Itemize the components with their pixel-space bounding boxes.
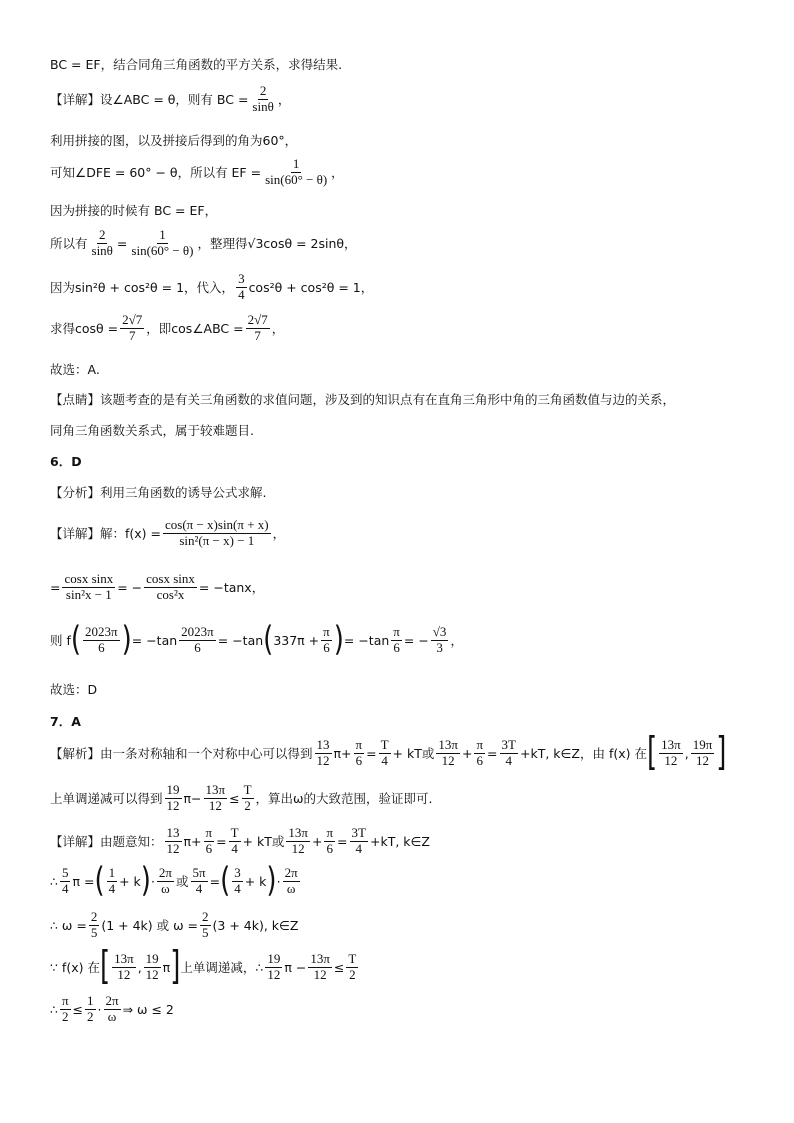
frac-den: 6 (355, 752, 363, 768)
frac-den: 4 (381, 752, 388, 768)
frac-den: 6 (326, 840, 333, 856)
fraction-13-12 (315, 738, 332, 769)
fraction-13pi-12 (308, 952, 332, 983)
text-line-6: 所以有 (50, 236, 88, 252)
line-comment-1 (50, 390, 675, 408)
fraction-cos-1 (120, 313, 144, 344)
frac-num: 13 (316, 737, 330, 752)
fraction-pi-6-b (391, 625, 402, 656)
line-detail-7: 【详解】由题意知： $\frac{13}{12}$ π + $\frac{\pi}{6}$ = $\frac{T}{4}$ + kT 或 $\frac{13\pi}{12}$ + $\frac{\pi}{6}$ = $\frac{3T}{4}$ + kT, k∈Z (50, 825, 430, 856)
frac-num: 1 (108, 865, 116, 880)
fraction-right (129, 228, 195, 259)
frac-den: 12 (316, 752, 330, 768)
frac-den: 12 (117, 966, 131, 982)
text-line-4: 可知∠DFE = 60° − θ，所以有 EF = (50, 165, 262, 181)
frac-num: 13 (166, 825, 180, 840)
frac-den: sin(60° − θ) (131, 242, 194, 258)
frac-den: 3 (436, 639, 443, 655)
text-line-5: 因为拼接的时候有 BC = EF， (50, 203, 218, 218)
frac-num: 2π (158, 865, 172, 880)
fraction-s2 (144, 572, 197, 603)
question-7-header (50, 712, 81, 730)
frac-den: 12 (267, 966, 281, 982)
text-or: 或 (421, 746, 435, 762)
fraction-2pi-w (157, 866, 174, 897)
line-simplify: = $\frac{\text{cosx sinx}}{\text{sin²x − 1}}$ = − $\frac{\text{cosx sinx}}{\text{cos²x}}$ = −tanx， (50, 571, 265, 602)
line-evaluate: 则 f ( $\frac{2023\pi}{6}$ ) = −tan $\frac{2023\pi}{6}$ = −tan ( 337π + $\frac{\pi}{6}$ ) = −tan $\frac{\pi}{6}$ = − $\frac{√3}{3}$ ， (50, 620, 463, 660)
frac-num: π (61, 993, 69, 1008)
frac-den: 12 (695, 752, 709, 768)
frac-den: 5 (90, 924, 98, 940)
fraction-pi-6 (474, 738, 485, 769)
text-line-21-mid: (1 + 4k) 或 ω = (101, 918, 199, 934)
fraction-13pi-12 (659, 738, 683, 769)
fraction-three-quarters (236, 272, 247, 303)
frac-den: 4 (234, 880, 241, 896)
line-therefore-final: ∴ $\frac{\pi}{2}$ ≤ $\frac{1}{2}$ · $\frac{2\pi}{\omega}$ ⇒ ω ≤ 2 (50, 993, 174, 1024)
fraction-bc (250, 84, 275, 115)
line-therefore-1: ∴ $\frac{5}{4}$ π = ( $\frac{1}{4}$ + k ) · $\frac{2\pi}{\omega}$ 或 $\frac{5\pi}{4}$ = ( $\frac{3}{4}$ + k ) · $\frac{2\pi}{\omega}$ (50, 861, 298, 901)
text-therefore: ∴ (50, 873, 58, 889)
text-line-8: 求得cosθ = (50, 321, 119, 337)
fraction-left (90, 228, 115, 259)
frac-num: 2 (259, 83, 267, 98)
line-analysis-7b: 上单调递减可以得到 $\frac{19}{12}$ π − $\frac{13\pi}{12}$ ≤ $\frac{T}{2}$ ，算出ω的大致范围，验证即可. (50, 782, 433, 813)
fraction-19-12 (265, 952, 282, 983)
text-line-6-mid: ，整理得√3cosθ = 2sinθ， (197, 236, 357, 252)
fraction-5-4 (60, 866, 71, 897)
text-337pi: 337π + (273, 632, 320, 648)
frac-num: 1 (87, 993, 94, 1008)
frac-den: 2 (244, 797, 251, 813)
frac-den: 4 (238, 286, 245, 302)
frac-num: π (205, 825, 213, 840)
frac-num: 13π (661, 737, 681, 752)
line-answer-a (50, 360, 100, 378)
frac-den: 4 (355, 840, 362, 856)
line-comment-2 (50, 421, 254, 439)
frac-num: π (326, 825, 334, 840)
fraction-3T-4 (350, 826, 368, 857)
frac-num: 2023π (181, 624, 214, 639)
frac-den: 5 (202, 924, 209, 940)
line-analysis-6 (50, 483, 266, 501)
frac-num: 13π (310, 951, 330, 966)
line-because: ∵ f(x) 在 [ $\frac{13\pi}{12}$ , $\frac{19}{12}$ π ] 上单调递减，∴ $\frac{19}{12}$ π − $\frac{13\pi}{12}$ ≤ $\frac{T}{2}$ (50, 944, 357, 990)
text-line-17: 【解析】由一条对称轴和一个对称中心可以得到 (50, 746, 313, 762)
text-line-8-mid: ，即cos∠ABC = (146, 321, 244, 337)
text-line-10: 【点睛】该题考查的是有关三角函数的求值问题，涉及到的知识点有在直角三角形中角的三角函数值与边的关系， (50, 392, 676, 407)
text-line-12: 【分析】利用三角函数的诱导公式求解. (50, 485, 267, 500)
text-neg-tan: = −tan (217, 632, 264, 648)
text-pi: π (183, 790, 192, 806)
fraction-13pi-12 (204, 783, 228, 814)
text-line-7: 因为sin²θ + cos²θ = 1，代入， (50, 280, 235, 296)
frac-den: sin²(π − x) − 1 (179, 532, 255, 548)
frac-den: 6 (194, 639, 201, 655)
fraction-T-4 (379, 738, 391, 769)
fraction-1-4 (107, 866, 118, 897)
frac-num: π (393, 624, 400, 639)
text-line-15: 则 f (50, 633, 71, 649)
frac-num: cosx sinx (64, 571, 114, 586)
frac-num: 2π (105, 993, 119, 1008)
text-line-18-post: ，算出ω的大致范围，验证即可. (255, 791, 433, 807)
text-line-11: 同角三角函数关系式，属于较难题目. (50, 423, 254, 438)
frac-den: 12 (291, 840, 305, 856)
frac-num: 13π (438, 737, 458, 752)
line-therefore-omega (50, 910, 299, 941)
frac-num: T (230, 825, 239, 840)
fraction-2023pi-b (179, 625, 216, 656)
frac-num: 13π (114, 951, 134, 966)
text-neg-tan: = −tan (131, 632, 178, 648)
fraction-pi-6 (354, 738, 365, 769)
frac-den: 4 (231, 840, 238, 856)
text-neg-tan: = −tan (343, 632, 390, 648)
fraction-13-12 (165, 826, 182, 857)
frac-num: π (476, 737, 484, 752)
fraction-2-5 (200, 910, 211, 941)
frac-den: 4 (505, 752, 512, 768)
frac-num: 2√7 (122, 312, 143, 327)
text-line-22: ∵ f(x) 在 (50, 960, 100, 976)
frac-num: 3 (234, 865, 241, 880)
frac-den: 4 (195, 880, 203, 896)
frac-den: 2 (61, 1008, 69, 1024)
fraction-sqrt3-3 (431, 625, 449, 656)
text-q6: 6．D (50, 454, 82, 469)
frac-num: 13π (288, 825, 308, 840)
fraction-3-4 (232, 866, 243, 897)
frac-den: 12 (664, 752, 678, 768)
frac-den: 7 (128, 327, 136, 343)
fraction-13pi-12 (112, 952, 136, 983)
text-line-21-post: (3 + 4k), k∈Z (212, 917, 299, 933)
frac-num: 13π (205, 782, 226, 797)
fraction-19pi-12 (691, 738, 715, 769)
fraction-T-2 (346, 952, 358, 983)
fraction-2pi-w (104, 994, 121, 1025)
text-pi: π (183, 833, 192, 849)
text-line-14: = −tanx， (198, 580, 265, 596)
fraction-2pi-w (283, 866, 300, 897)
frac-den: cos²x (156, 586, 185, 602)
frac-den: sin²x − 1 (65, 586, 112, 602)
frac-num: 19 (166, 782, 180, 797)
line-substitute (50, 272, 373, 303)
frac-den: sinθ (252, 98, 274, 114)
fraction-19-12 (144, 952, 161, 983)
frac-den: 12 (208, 797, 222, 813)
fraction-s1 (62, 572, 115, 603)
fraction-19-12 (165, 783, 182, 814)
line-bc-ef (50, 201, 217, 219)
fraction-ef (263, 157, 329, 188)
text-line-13: 【详解】解：f(x) = (50, 526, 161, 542)
frac-den: 6 (476, 752, 483, 768)
frac-num: 19 (267, 951, 281, 966)
fraction-pi-6 (204, 826, 215, 857)
text-or: 或 (176, 874, 189, 890)
frac-den: 6 (393, 639, 400, 655)
line-equation: 所以有 $\frac{2}{\sin\theta}$ = $\frac{1}{\sin(60^\circ - \theta)}$ ，整理得√3cosθ = 2sinθ， (50, 227, 357, 258)
line-answer-d (50, 680, 97, 698)
fraction-fx (163, 518, 271, 549)
frac-den: sin(60° − θ) (265, 171, 328, 187)
fraction-13pi-12 (286, 826, 310, 857)
frac-num: 2023π (85, 624, 118, 639)
fraction-T-4 (229, 826, 241, 857)
text-line-9: 故选：A. (50, 362, 100, 377)
frac-num: T (243, 782, 252, 797)
fraction-1-2 (85, 994, 96, 1025)
fraction-pi-6 (321, 625, 332, 656)
text-therefore: ∴ (50, 1001, 58, 1017)
line-result: 求得cosθ = $\frac{2√7}{7}$ ，即cos∠ABC = $\frac{2√7}{7}$ ， (50, 312, 285, 343)
text-line-19-post: kT, k∈Z (380, 833, 430, 849)
frac-den: ω (161, 880, 170, 896)
text-line-1: BC = EF，结合同角三角函数的平方关系，求得结果. (50, 57, 343, 72)
frac-den: 6 (98, 639, 105, 655)
frac-num: cosx sinx (146, 571, 195, 586)
text-line-2: 【详解】设∠ABC = θ，则有 BC = (50, 92, 249, 108)
frac-den: 4 (61, 880, 69, 896)
frac-den: 2 (87, 1008, 94, 1024)
line-fx: 【详解】解：f(x) = $\frac{\cos(\pi - x)\sin(\pi + x)}{\text{sin²(π − x) − 1}}$ ， (50, 517, 286, 548)
frac-den: 12 (441, 752, 455, 768)
frac-num: 3 (238, 271, 245, 286)
frac-num: T (380, 737, 389, 752)
line-analysis-7: 【解析】由一条对称轴和一个对称中心可以得到 $\frac{13}{12}$ π + $\frac{\pi}{6}$ = $\frac{T}{4}$ + kT 或 $\frac{13\pi}{12}$ + $\frac{\pi}{6}$ = $\frac{3T}{4}$ + kT, k∈Z，由 f(x) 在 [ $\frac{13\pi}{12}$ , $\frac{19\pi}{12}$ ] (50, 730, 727, 776)
frac-num: 1 (292, 156, 300, 171)
frac-num: 1 (159, 227, 166, 242)
text-or: 或 (271, 834, 285, 850)
frac-num: cos(π − x)sin(π + x) (165, 517, 269, 532)
frac-num: √3 (432, 624, 447, 639)
frac-den: 2 (349, 966, 356, 982)
line-conclusion (50, 55, 342, 73)
frac-num: 19π (692, 737, 713, 752)
text-line-21: ∴ ω = (50, 917, 87, 933)
text-line-17-post: kT, k∈Z，由 f(x) 在 (530, 746, 647, 762)
text-line-3: 利用拼接的图，以及拼接后得到的角为60°， (50, 133, 298, 148)
text-q7: 7．A (50, 714, 81, 729)
frac-den: 12 (145, 966, 159, 982)
frac-den: 12 (166, 797, 180, 813)
frac-den: ω (286, 880, 296, 896)
text-line-19: 【详解】由题意知： (50, 834, 163, 850)
text-line-22-mid: 上单调递减，∴ (180, 960, 264, 976)
line-splice (50, 131, 297, 149)
frac-num: π (355, 737, 363, 752)
fraction-13pi-12 (436, 738, 460, 769)
text-pi: π (333, 745, 342, 761)
fraction-pi-6 (324, 826, 335, 857)
fraction-2023pi (83, 625, 120, 656)
line-set-angle: 【详解】设∠ABC = θ，则有 BC = $\frac{2}{\sin\theta}$ ， (50, 83, 291, 114)
frac-den: 4 (108, 880, 116, 896)
fraction-5pi-4: $\frac{5\pi}{4}$ (192, 865, 206, 896)
frac-num: 3T (501, 737, 516, 752)
frac-num: 2 (98, 227, 106, 242)
frac-num: 2 (202, 909, 209, 924)
frac-den: 12 (166, 840, 180, 856)
frac-den: 6 (323, 639, 330, 655)
frac-den: sinθ (91, 242, 113, 258)
frac-den: ω (107, 1008, 117, 1024)
text-line-16: 故选：D (50, 682, 98, 697)
fraction-2-5 (89, 910, 100, 941)
frac-den: 6 (205, 840, 213, 856)
frac-num: 19 (145, 951, 159, 966)
frac-den: 12 (313, 966, 327, 982)
frac-num: 2 (90, 909, 98, 924)
frac-num: 2π (284, 865, 298, 880)
frac-num: T (348, 951, 357, 966)
line-dfe: 可知∠DFE = 60° − θ，所以有 EF = $\frac{1}{\sin(60^\circ - \theta)}$ ， (50, 156, 344, 187)
frac-num: π (323, 624, 330, 639)
fraction-pi-2 (60, 994, 71, 1025)
frac-num: 3T (351, 825, 366, 840)
frac-num: 5 (61, 865, 69, 880)
text-line-7-post: cos²θ + cos²θ = 1， (248, 280, 374, 296)
question-6-header (50, 452, 82, 470)
fraction-T-2 (242, 783, 254, 814)
fraction-cos-2 (246, 313, 270, 344)
fraction-3T-4 (500, 738, 518, 769)
text-line-23-post: ⇒ ω ≤ 2 (122, 1001, 174, 1017)
frac-den: 7 (254, 327, 261, 343)
frac-num: 2√7 (247, 312, 268, 327)
